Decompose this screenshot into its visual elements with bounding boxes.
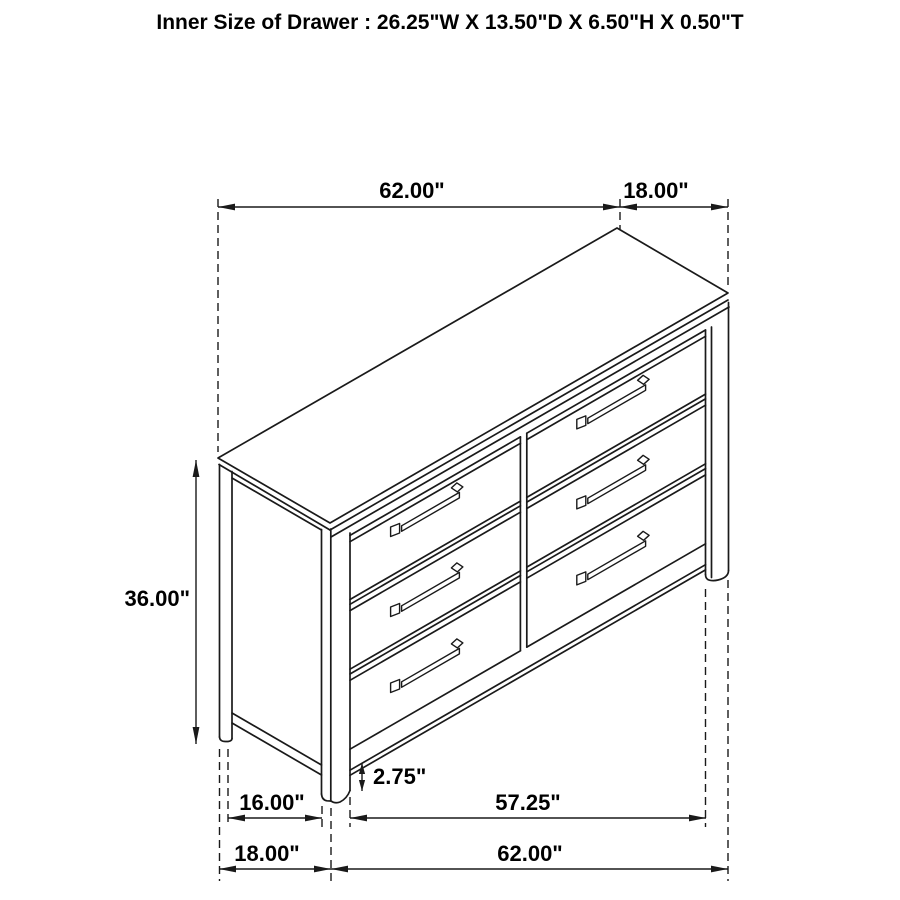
drawer-handle [391, 639, 463, 693]
dresser-top-panel [218, 228, 729, 537]
dresser-figure [218, 228, 729, 803]
dim-top-width-label: 62.00" [379, 178, 445, 203]
dim-side-inner-span [228, 790, 322, 821]
dim-height-label: 36.00" [124, 586, 190, 611]
dresser-left-side [220, 465, 331, 802]
drawer-handle [577, 531, 649, 585]
drawer-handle [577, 455, 649, 509]
dim-base-depth-label: 18.00" [234, 841, 300, 866]
dim-base-width [331, 841, 728, 872]
dim-height [125, 460, 200, 744]
dim-front-inner-span [350, 790, 706, 821]
dim-base-depth [219, 841, 331, 872]
dim-base-clearance-label: 2.75" [373, 764, 427, 789]
dim-front-inner-span-label: 57.25" [495, 790, 561, 815]
dim-top-depth-label: 18.00" [623, 178, 689, 203]
dim-side-inner-span-label: 16.00" [239, 790, 305, 815]
diagram-title: Inner Size of Drawer : 26.25"W X 13.50"D X 6.50"H X 0.50"T [156, 11, 744, 34]
dim-base-clearance [359, 763, 426, 791]
drawer-handle [391, 563, 463, 617]
dim-top-width [218, 178, 620, 210]
dim-base-width-label: 62.00" [497, 841, 563, 866]
dim-top-depth [620, 178, 728, 210]
